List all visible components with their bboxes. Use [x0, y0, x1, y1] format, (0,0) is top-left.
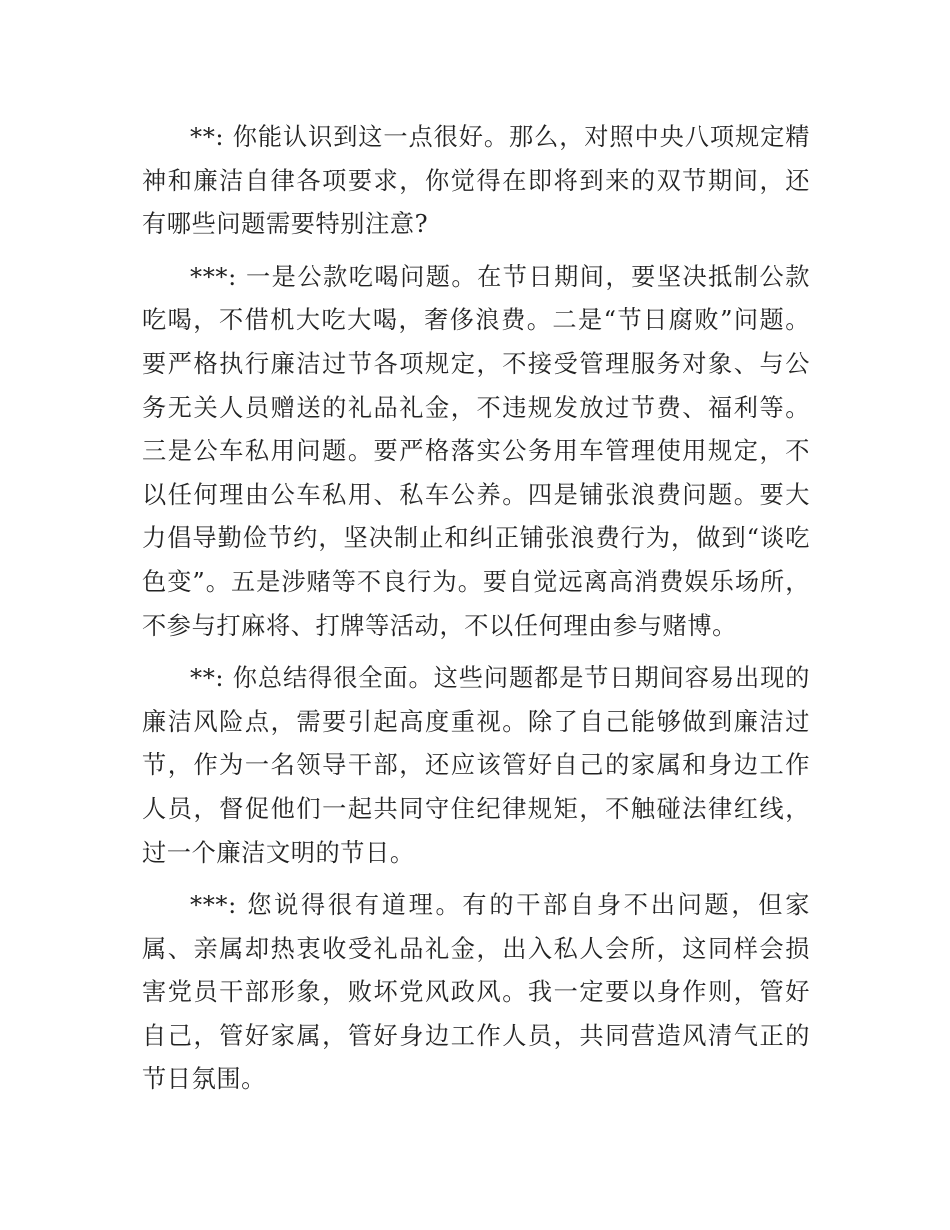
- dialogue-paragraph: ***: 您说得很有道理。有的干部自身不出问题，但家属、亲属却热衷收受礼品礼金，出入私人会所，这同样会损害党员干部形象，败坏党风政风。我一定要以身作则，管好自己，管好家属，管好身边工作人员，共同营造风清气正的节日氛围。: [142, 891, 810, 1094]
- dialogue-paragraph: ***: 一是公款吃喝问题。在节日期间，要坚决抵制公款吃喝，不借机大吃大喝，奢侈浪费。二是“节日腐败”问题。要严格执行廉洁过节各项规定，不接受管理服务对象、与公务无关人员赠送的礼品礼金，不违规发放过节费、福利等。三是公车私用问题。要严格落实公务用车管理使用规定，不以任何理由公车私用、私车公养。四是铺张浪费问题。要大力倡导勤俭节约，坚决制止和纠正铺张浪费行为，做到“谈吃色变”。五是涉赌等不良行为。要自觉远离高消费娱乐场所，不参与打麻将、打牌等活动，不以任何理由参与赌博。: [142, 262, 810, 640]
- document-body: [142, 116, 810, 1111]
- dialogue-paragraph: **: 你能认识到这一点很好。那么，对照中央八项规定精神和廉洁自律各项要求，你觉得在即将到来的双节期间，还有哪些问题需要特别注意?: [142, 123, 810, 239]
- dialogue-paragraph: **: 你总结得很全面。这些问题都是节日期间容易出现的廉洁风险点，需要引起高度重视。除了自己能够做到廉洁过节，作为一名领导干部，还应该管好自己的家属和身边工作人员，督促他们一起共同守住纪律规矩，不触碰法律红线，过一个廉洁文明的节日。: [142, 664, 810, 867]
